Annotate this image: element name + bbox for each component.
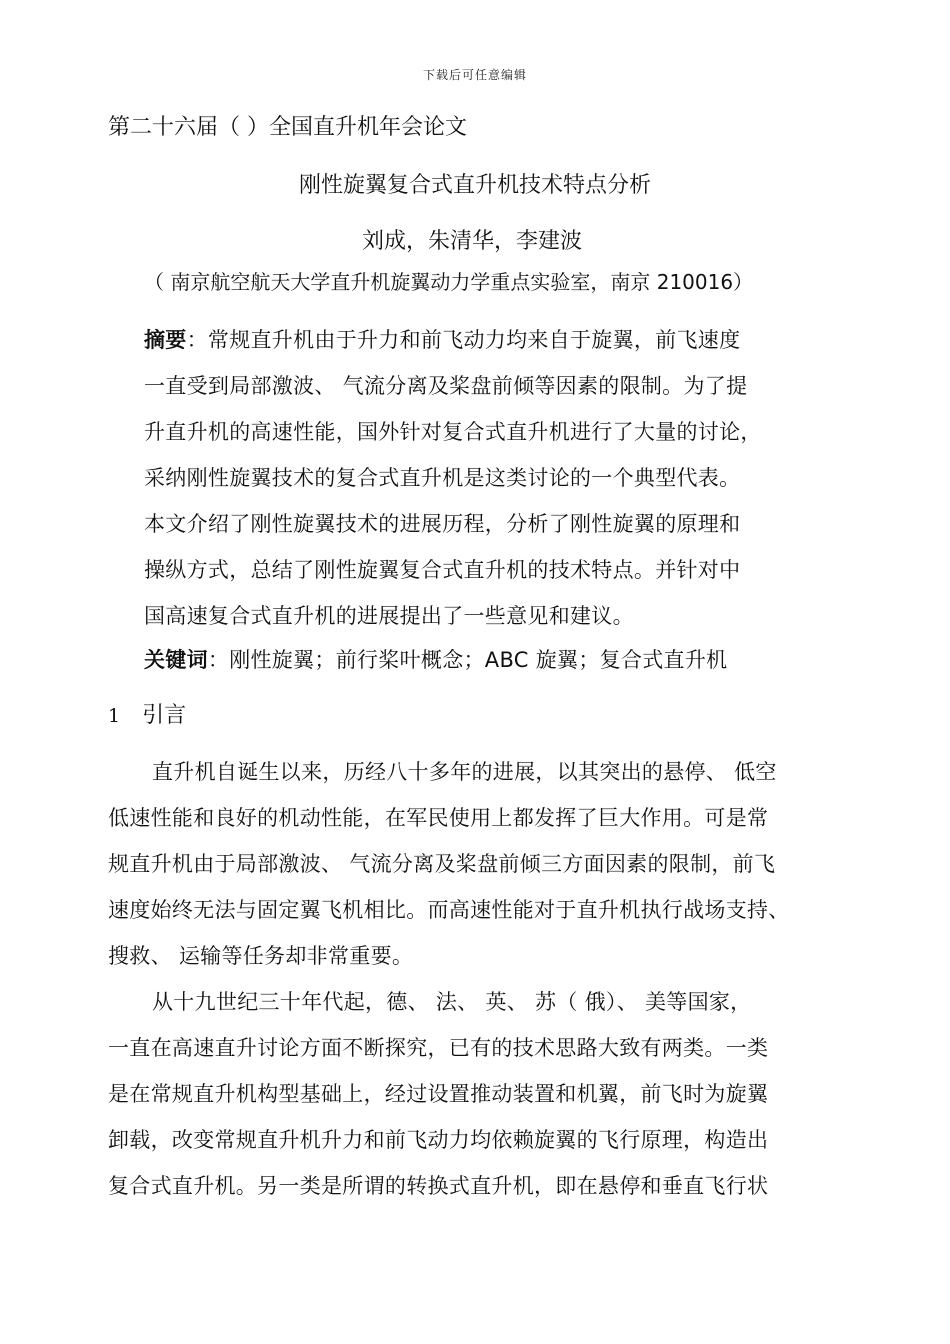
body-line: 速度始终无法与固定翼飞机相比。而高速性能对于直升机执行战场支持、 <box>108 898 790 922</box>
affiliation: （ 南京航空航天大学直升机旋翼动力学重点实验室，南京 210016） <box>144 270 754 294</box>
abstract-line: 操纵方式，总结了刚性旋翼复合式直升机的技术特点。并针对中 <box>144 558 741 582</box>
abstract-text: ：常规直升机由于升力和前飞动力均来自于旋翼，前飞速度 <box>186 328 741 352</box>
section-heading <box>108 698 186 729</box>
abstract-line: 国高速复合式直升机的进展提出了一些意见和建议。 <box>144 604 634 628</box>
abstract-label: 摘要 <box>144 328 187 352</box>
keywords-label: 关键词 <box>144 648 208 672</box>
body-line: 规直升机由于局部激波、 气流分离及桨盘前倾三方面因素的限制，前飞 <box>108 852 776 876</box>
body-line: 一直在高速直升讨论方面不断探究，已有的技术思路大致有两类。一类 <box>108 1036 769 1060</box>
keywords-text: ：刚性旋翼；前行桨叶概念；ABC 旋翼；复合式直升机 <box>207 648 728 672</box>
body-line: 从十九世纪三十年代起，德、 法、 英、 苏（ 俄）、 美等国家， <box>152 990 752 1014</box>
abstract-line: 一直受到局部激波、 气流分离及桨盘前倾等因素的限制。为了提 <box>144 374 748 398</box>
body-line: 直升机自诞生以来，历经八十多年的进展，以其突出的悬停、 低空 <box>152 760 777 784</box>
keywords-line <box>144 644 727 674</box>
body-line: 卸载，改变常规直升机升力和前飞动力均依赖旋翼的飞行原理，构造出 <box>108 1128 769 1152</box>
authors: 刘成，朱清华，李建波 <box>362 229 583 254</box>
body-line: 复合式直升机。另一类是所谓的转换式直升机，即在悬停和垂直飞行状 <box>108 1174 769 1198</box>
abstract-line <box>144 324 740 354</box>
abstract-line: 采纳刚性旋翼技术的复合式直升机是这类讨论的一个典型代表。 <box>144 466 741 490</box>
body-line: 是在常规直升机构型基础上，经过设置推动装置和机翼，前飞时为旋翼 <box>108 1082 769 1106</box>
body-line: 低速性能和良好的机动性能，在军民使用上都发挥了巨大作用。可是常 <box>108 806 769 830</box>
section-number: 1 <box>108 705 121 727</box>
conference-line: 第二十六届（ ）全国直升机年会论文 <box>108 115 467 140</box>
section-title: 引言 <box>142 703 187 728</box>
body-line: 搜救、 运输等任务却非常重要。 <box>108 944 414 968</box>
abstract-line: 升直升机的高速性能，国外针对复合式直升机进行了大量的讨论， <box>144 420 762 444</box>
paper-title: 刚性旋翼复合式直升机技术特点分析 <box>298 173 651 198</box>
abstract-line: 本文介绍了刚性旋翼技术的进展历程，分析了刚性旋翼的原理和 <box>144 512 741 536</box>
header-note: 下载后可任意编辑 <box>422 68 527 82</box>
